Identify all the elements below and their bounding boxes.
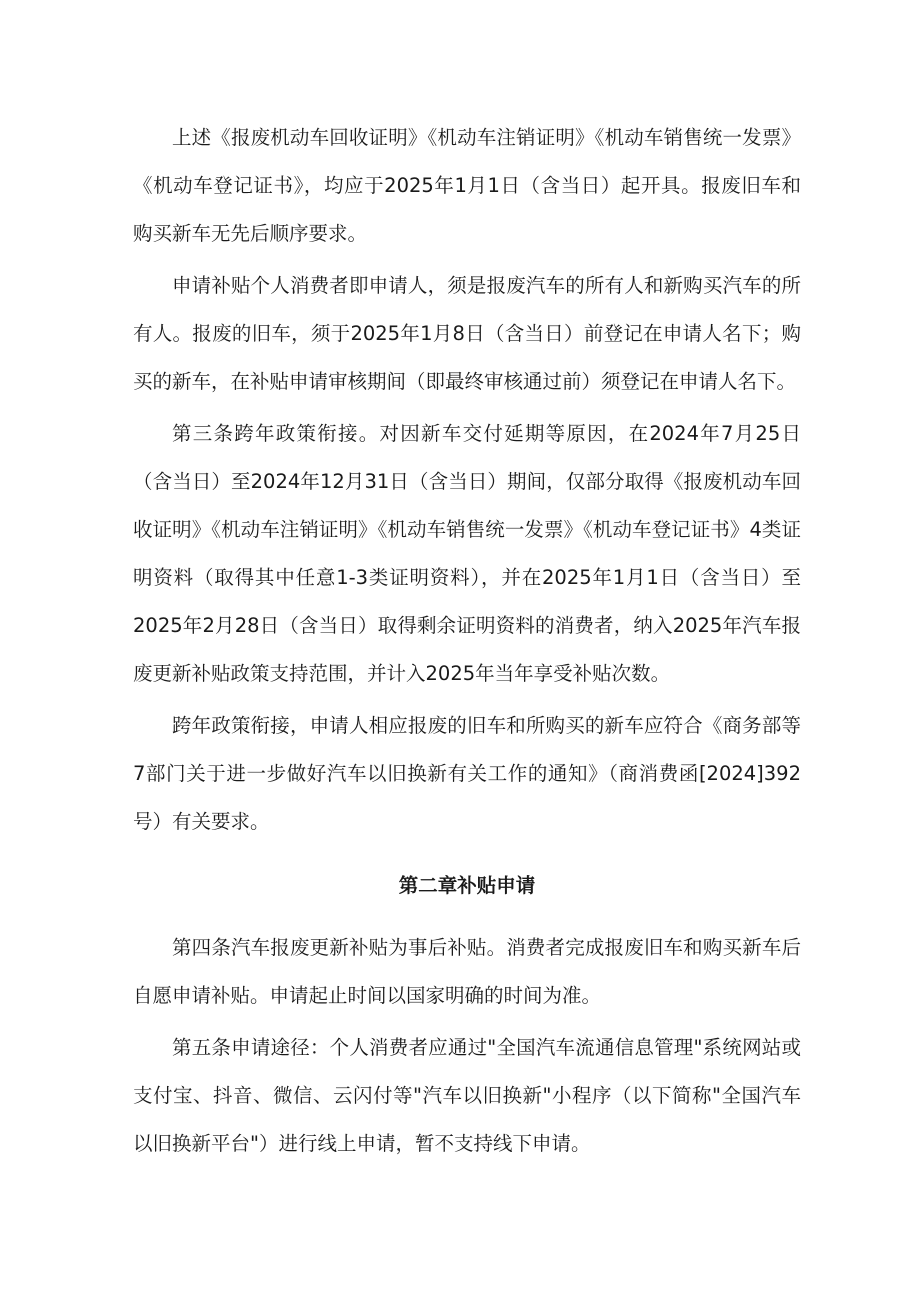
chapter-heading: 第二章补贴申请 [398, 874, 536, 897]
paragraph-cross-year-requirements: 跨年政策衔接，申请人相应报废的旧车和所购买的新车应符合《商务部等7部门关于进一步做好汽车以旧换新有关工作的通知》（商消费函[2024]392号）有关要求。 [133, 714, 801, 833]
paragraph-article-5: 第五条申请途径：个人消费者应通过"全国汽车流通信息管理"系统网站或支付宝、抖音、微信、云闪付等"汽车以旧换新"小程序（以下简称"全国汽车以旧换新平台"）进行线上申请，暂不支持线下申请。 [133, 1036, 801, 1155]
paragraph-applicant-ownership: 申请补贴个人消费者即申请人，须是报废汽车的所有人和新购买汽车的所有人。报废的旧车，须于2025年1月8日（含当日）前登记在申请人名下；购买的新车，在补贴申请审核期间（即最终审核通过前）须登记在申请人名下。 [133, 274, 801, 393]
paragraph-scrap-certificates: 上述《报废机动车回收证明》《机动车注销证明》《机动车销售统一发票》《机动车登记证书》，均应于2025年1月1日（含当日）起开具。报废旧车和购买新车无先后顺序要求。 [133, 126, 801, 245]
paragraph-article-4: 第四条汽车报废更新补贴为事后补贴。消费者完成报废旧车和购买新车后自愿申请补贴。申请起止时间以国家明确的时间为准。 [133, 936, 801, 1007]
document-body [133, 114, 801, 1168]
paragraph-article-3: 第三条跨年政策衔接。对因新车交付延期等原因，在2024年7月25日（含当日）至2024年12月31日（含当日）期间，仅部分取得《报废机动车回收证明》《机动车注销证明》《机动车销售统一发票》《机动车登记证书》4类证明资料（取得其中任意1-3类证明资料），并在2025年1月1日（含当日）至2025年2月28日（含当日）取得剩余证明资料的消费者，纳入2025年汽车报废更新补贴政策支持范围，并计入2025年当年享受补贴次数。 [133, 422, 801, 685]
